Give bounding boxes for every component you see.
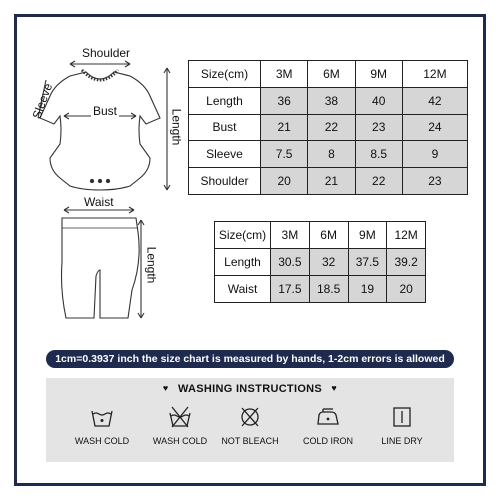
- row-label: Bust: [189, 114, 261, 141]
- pants-outline: [62, 218, 140, 318]
- no-bleach-icon: [238, 406, 262, 428]
- table-cell: 36: [261, 87, 308, 114]
- table-cell: 9: [402, 141, 467, 168]
- wash-item: [64, 406, 140, 446]
- waist-label: Waist: [84, 195, 114, 209]
- table-cell: 30.5: [271, 249, 310, 276]
- iron-cold-icon: [315, 406, 341, 428]
- shoulder-label: Shoulder: [82, 46, 131, 60]
- wash-label: WASH COLD: [152, 436, 208, 446]
- line-dry-icon: [390, 406, 414, 428]
- washing-instructions-panel: [46, 378, 454, 462]
- table-header-cell: 3M: [261, 61, 308, 88]
- table-cell: 23: [355, 114, 402, 141]
- sleeve-label: Sleeve: [29, 81, 56, 121]
- pants-length-label: Length: [144, 246, 159, 284]
- table-header-cell: 3M: [271, 222, 310, 249]
- table-cell: 8: [308, 141, 355, 168]
- table-row: [189, 87, 468, 114]
- row-label: Length: [189, 87, 261, 114]
- bottom-size-table: [214, 221, 426, 303]
- table-cell: 20: [387, 276, 426, 303]
- table-cell: 23: [402, 168, 467, 195]
- table-cell: 40: [355, 87, 402, 114]
- wash-item: [364, 406, 440, 446]
- table-cell: 19: [348, 276, 387, 303]
- table-cell: 8.5: [355, 141, 402, 168]
- wash-cold-icon: [90, 406, 114, 428]
- table-cell: 42: [402, 87, 467, 114]
- heart-icon: ♥: [162, 383, 169, 393]
- table-cell: 21: [308, 168, 355, 195]
- wash-label: LINE DRY: [381, 436, 423, 446]
- table-cell: 20: [261, 168, 308, 195]
- table-cell: 22: [308, 114, 355, 141]
- table-row: [215, 249, 426, 276]
- length-label: Length: [169, 108, 184, 146]
- table-header-cell: Size(cm): [189, 61, 261, 88]
- table-row: [189, 141, 468, 168]
- wash-item: [212, 406, 288, 446]
- table-cell: 38: [308, 87, 355, 114]
- table-cell: 39.2: [387, 249, 426, 276]
- bodysuit-collar: [82, 70, 118, 80]
- table-header-cell: 12M: [387, 222, 426, 249]
- row-label: Sleeve: [189, 141, 261, 168]
- table-header-row: [189, 61, 468, 88]
- table-header-cell: 6M: [308, 61, 355, 88]
- table-cell: 32: [309, 249, 348, 276]
- table-cell: 18.5: [309, 276, 348, 303]
- hand-wash-cold-icon: [168, 406, 192, 428]
- measurement-note: 1cm=0.3937 inch the size chart is measured by hands, 1-2cm errors is allowed: [46, 350, 454, 368]
- table-header-row: [215, 222, 426, 249]
- table-cell: 24: [402, 114, 467, 141]
- table-cell: 37.5: [348, 249, 387, 276]
- row-label: Shoulder: [189, 168, 261, 195]
- table-cell: 17.5: [271, 276, 310, 303]
- table-row: [215, 276, 426, 303]
- bodysuit-outline: [40, 72, 160, 190]
- wash-item: [142, 406, 218, 446]
- table-cell: 21: [261, 114, 308, 141]
- table-cell: 7.5: [261, 141, 308, 168]
- wash-label: WASH COLD: [74, 436, 130, 446]
- washing-title: [46, 383, 454, 395]
- table-header-cell: 9M: [348, 222, 387, 249]
- wash-label: COLD IRON: [302, 436, 353, 446]
- wash-item: [290, 406, 366, 446]
- wash-label: NOT BLEACH: [221, 436, 279, 446]
- table-cell: 22: [355, 168, 402, 195]
- table-header-cell: Size(cm): [215, 222, 271, 249]
- bust-label: Bust: [93, 104, 118, 118]
- table-header-cell: 6M: [309, 222, 348, 249]
- heart-icon: ♥: [331, 383, 338, 393]
- row-label: Waist: [215, 276, 271, 303]
- table-header-cell: 12M: [402, 61, 467, 88]
- row-label: Length: [215, 249, 271, 276]
- washing-title-text: WASHING INSTRUCTIONS: [177, 383, 323, 395]
- table-row: [189, 114, 468, 141]
- table-header-cell: 9M: [355, 61, 402, 88]
- top-size-table: [188, 60, 468, 195]
- table-row: [189, 168, 468, 195]
